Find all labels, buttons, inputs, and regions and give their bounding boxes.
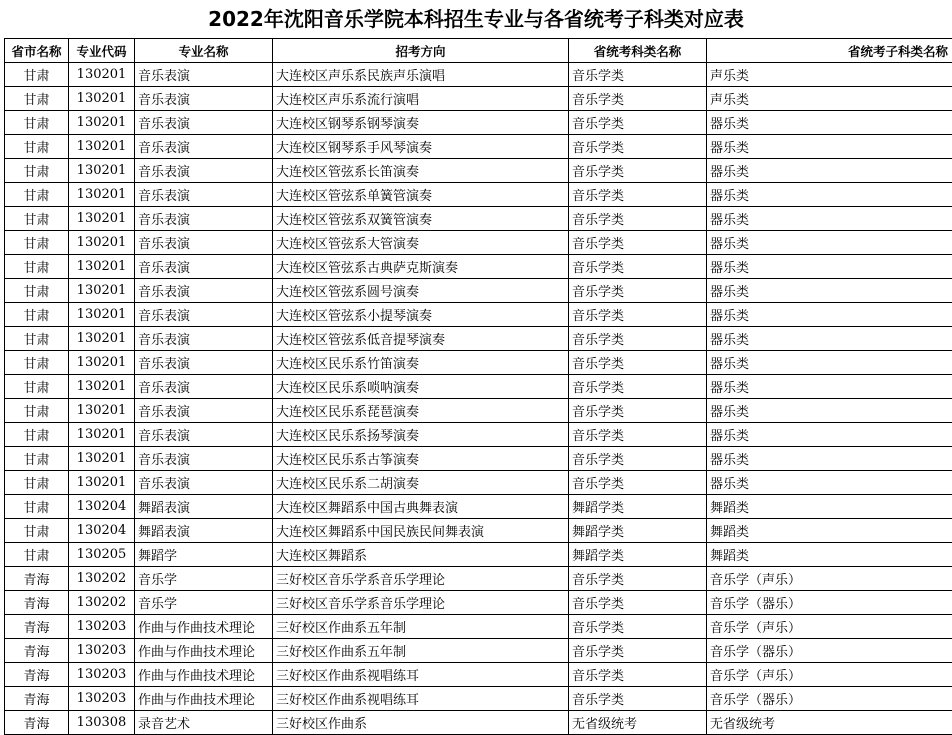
cell-major-code: 130201 [69, 351, 135, 375]
cell-subcategory: 音乐学（器乐） [707, 639, 952, 663]
table-row [5, 279, 952, 303]
cell-direction: 大连校区管弦系长笛演奏 [273, 159, 569, 183]
cell-direction: 大连校区声乐系民族声乐演唱 [273, 63, 569, 87]
cell-province: 甘肃 [5, 327, 69, 351]
cell-province: 甘肃 [5, 255, 69, 279]
table-row [5, 567, 952, 591]
table-row [5, 159, 952, 183]
cell-direction: 大连校区舞蹈系中国古典舞表演 [273, 495, 569, 519]
cell-major-code: 130201 [69, 231, 135, 255]
table-row [5, 87, 952, 111]
table-header-row [5, 39, 952, 63]
cell-major-name: 音乐表演 [135, 135, 273, 159]
cell-major-name: 音乐表演 [135, 207, 273, 231]
table-row [5, 207, 952, 231]
cell-subcategory: 器乐类 [707, 207, 952, 231]
page-title: 2022年沈阳音乐学院本科招生专业与各省统考子科类对应表 [208, 7, 744, 31]
cell-category: 音乐学类 [569, 279, 707, 303]
cell-major-code: 130203 [69, 663, 135, 687]
cell-major-name: 音乐表演 [135, 231, 273, 255]
table-row [5, 543, 952, 567]
cell-direction: 大连校区管弦系大管演奏 [273, 231, 569, 255]
cell-subcategory: 声乐类 [707, 87, 952, 111]
cell-category: 音乐学类 [569, 615, 707, 639]
header-subcategory: 省统考子科类名称 [707, 39, 952, 63]
cell-major-code: 130201 [69, 87, 135, 111]
cell-direction: 大连校区管弦系圆号演奏 [273, 279, 569, 303]
cell-category: 音乐学类 [569, 183, 707, 207]
cell-major-name: 作曲与作曲技术理论 [135, 663, 273, 687]
cell-subcategory: 器乐类 [707, 423, 952, 447]
cell-province: 青海 [5, 663, 69, 687]
cell-subcategory: 器乐类 [707, 375, 952, 399]
header-category: 省统考科类名称 [569, 39, 707, 63]
cell-province: 甘肃 [5, 135, 69, 159]
table-row [5, 135, 952, 159]
cell-major-name: 作曲与作曲技术理论 [135, 639, 273, 663]
cell-major-name: 音乐表演 [135, 327, 273, 351]
cell-province: 甘肃 [5, 495, 69, 519]
cell-direction: 大连校区民乐系扬琴演奏 [273, 423, 569, 447]
header-province: 省市名称 [5, 39, 69, 63]
table-row [5, 399, 952, 423]
cell-direction: 大连校区民乐系古筝演奏 [273, 447, 569, 471]
cell-subcategory: 舞蹈类 [707, 543, 952, 567]
cell-category: 音乐学类 [569, 471, 707, 495]
cell-direction: 大连校区管弦系小提琴演奏 [273, 303, 569, 327]
cell-direction: 大连校区管弦系低音提琴演奏 [273, 327, 569, 351]
cell-category: 音乐学类 [569, 135, 707, 159]
cell-major-code: 130201 [69, 135, 135, 159]
cell-category: 音乐学类 [569, 87, 707, 111]
cell-subcategory: 音乐学（声乐） [707, 663, 952, 687]
cell-major-code: 130201 [69, 327, 135, 351]
header-major-name: 专业名称 [135, 39, 273, 63]
cell-direction: 大连校区管弦系古典萨克斯演奏 [273, 255, 569, 279]
cell-major-name: 舞蹈学 [135, 543, 273, 567]
table-row [5, 687, 952, 711]
cell-major-name: 音乐表演 [135, 255, 273, 279]
cell-category: 音乐学类 [569, 63, 707, 87]
table-row [5, 423, 952, 447]
cell-major-name: 音乐表演 [135, 111, 273, 135]
cell-major-code: 130201 [69, 447, 135, 471]
cell-province: 甘肃 [5, 231, 69, 255]
cell-category: 音乐学类 [569, 327, 707, 351]
cell-major-name: 音乐表演 [135, 447, 273, 471]
cell-subcategory: 器乐类 [707, 183, 952, 207]
cell-province: 甘肃 [5, 519, 69, 543]
cell-subcategory: 器乐类 [707, 111, 952, 135]
cell-major-name: 音乐表演 [135, 471, 273, 495]
table-row [5, 495, 952, 519]
cell-direction: 大连校区舞蹈系中国民族民间舞表演 [273, 519, 569, 543]
cell-category: 舞蹈学类 [569, 519, 707, 543]
cell-major-name: 作曲与作曲技术理论 [135, 687, 273, 711]
cell-subcategory: 器乐类 [707, 447, 952, 471]
cell-category: 音乐学类 [569, 375, 707, 399]
cell-subcategory: 器乐类 [707, 351, 952, 375]
cell-subcategory: 器乐类 [707, 159, 952, 183]
table-row [5, 351, 952, 375]
cell-province: 青海 [5, 567, 69, 591]
cell-category: 音乐学类 [569, 639, 707, 663]
cell-province: 青海 [5, 711, 69, 735]
cell-subcategory: 舞蹈类 [707, 495, 952, 519]
cell-category: 音乐学类 [569, 447, 707, 471]
cell-direction: 三好校区作曲系 [273, 711, 569, 735]
cell-major-code: 130201 [69, 111, 135, 135]
header-major-code: 专业代码 [69, 39, 135, 63]
cell-major-code: 130203 [69, 615, 135, 639]
cell-major-code: 130201 [69, 423, 135, 447]
table-row [5, 231, 952, 255]
cell-province: 青海 [5, 639, 69, 663]
cell-major-code: 130201 [69, 303, 135, 327]
cell-category: 无省级统考 [569, 711, 707, 735]
cell-direction: 三好校区作曲系五年制 [273, 639, 569, 663]
table-row [5, 183, 952, 207]
table-row [5, 327, 952, 351]
cell-direction: 三好校区作曲系视唱练耳 [273, 663, 569, 687]
table-row [5, 591, 952, 615]
cell-major-code: 130201 [69, 279, 135, 303]
table-row [5, 519, 952, 543]
cell-major-name: 录音艺术 [135, 711, 273, 735]
cell-category: 音乐学类 [569, 111, 707, 135]
cell-subcategory: 器乐类 [707, 279, 952, 303]
cell-category: 音乐学类 [569, 255, 707, 279]
cell-subcategory: 音乐学（器乐） [707, 687, 952, 711]
cell-province: 甘肃 [5, 471, 69, 495]
cell-subcategory: 器乐类 [707, 399, 952, 423]
cell-direction: 大连校区钢琴系手风琴演奏 [273, 135, 569, 159]
cell-major-code: 130201 [69, 375, 135, 399]
cell-province: 甘肃 [5, 303, 69, 327]
cell-category: 音乐学类 [569, 663, 707, 687]
cell-subcategory: 器乐类 [707, 327, 952, 351]
cell-subcategory: 声乐类 [707, 63, 952, 87]
cell-subcategory: 器乐类 [707, 303, 952, 327]
cell-major-code: 130205 [69, 543, 135, 567]
table-row [5, 639, 952, 663]
cell-major-code: 130202 [69, 591, 135, 615]
cell-direction: 大连校区舞蹈系 [273, 543, 569, 567]
cell-major-name: 音乐表演 [135, 87, 273, 111]
cell-major-code: 130201 [69, 159, 135, 183]
cell-major-code: 130201 [69, 63, 135, 87]
cell-major-name: 舞蹈表演 [135, 519, 273, 543]
cell-direction: 大连校区管弦系单簧管演奏 [273, 183, 569, 207]
cell-category: 音乐学类 [569, 303, 707, 327]
cell-subcategory: 无省级统考 [707, 711, 952, 735]
cell-province: 甘肃 [5, 159, 69, 183]
cell-category: 音乐学类 [569, 351, 707, 375]
cell-major-name: 音乐表演 [135, 303, 273, 327]
cell-province: 青海 [5, 591, 69, 615]
cell-major-name: 音乐表演 [135, 183, 273, 207]
cell-province: 甘肃 [5, 207, 69, 231]
cell-province: 甘肃 [5, 111, 69, 135]
table-row [5, 663, 952, 687]
cell-major-code: 130202 [69, 567, 135, 591]
table-row [5, 303, 952, 327]
cell-direction: 大连校区民乐系二胡演奏 [273, 471, 569, 495]
cell-province: 青海 [5, 687, 69, 711]
cell-direction: 大连校区管弦系双簧管演奏 [273, 207, 569, 231]
cell-direction: 大连校区民乐系琵琶演奏 [273, 399, 569, 423]
cell-subcategory: 音乐学（器乐） [707, 591, 952, 615]
cell-direction: 三好校区音乐学系音乐学理论 [273, 567, 569, 591]
cell-major-code: 130204 [69, 519, 135, 543]
cell-subcategory: 音乐学（声乐） [707, 567, 952, 591]
table-row [5, 471, 952, 495]
cell-direction: 三好校区作曲系视唱练耳 [273, 687, 569, 711]
cell-major-name: 音乐表演 [135, 423, 273, 447]
cell-major-code: 130201 [69, 471, 135, 495]
cell-category: 音乐学类 [569, 231, 707, 255]
cell-province: 青海 [5, 615, 69, 639]
cell-subcategory: 音乐学（声乐） [707, 615, 952, 639]
cell-direction: 大连校区民乐系唢呐演奏 [273, 375, 569, 399]
table-row [5, 111, 952, 135]
cell-direction: 大连校区钢琴系钢琴演奏 [273, 111, 569, 135]
cell-province: 甘肃 [5, 63, 69, 87]
cell-direction: 大连校区声乐系流行演唱 [273, 87, 569, 111]
cell-province: 甘肃 [5, 375, 69, 399]
cell-subcategory: 舞蹈类 [707, 519, 952, 543]
cell-major-code: 130204 [69, 495, 135, 519]
cell-province: 甘肃 [5, 279, 69, 303]
cell-major-name: 音乐表演 [135, 399, 273, 423]
header-direction: 招考方向 [273, 39, 569, 63]
cell-major-name: 音乐表演 [135, 375, 273, 399]
cell-major-code: 130201 [69, 183, 135, 207]
cell-major-code: 130203 [69, 639, 135, 663]
cell-province: 甘肃 [5, 87, 69, 111]
cell-category: 音乐学类 [569, 399, 707, 423]
table-body [5, 63, 952, 735]
cell-subcategory: 器乐类 [707, 135, 952, 159]
cell-major-name: 音乐表演 [135, 351, 273, 375]
cell-major-name: 音乐学 [135, 591, 273, 615]
cell-major-code: 130201 [69, 399, 135, 423]
cell-major-name: 音乐表演 [135, 159, 273, 183]
cell-category: 音乐学类 [569, 207, 707, 231]
cell-direction: 三好校区音乐学系音乐学理论 [273, 591, 569, 615]
table-row [5, 615, 952, 639]
cell-major-name: 音乐学 [135, 567, 273, 591]
cell-major-code: 130203 [69, 687, 135, 711]
table-row [5, 255, 952, 279]
cell-major-name: 音乐表演 [135, 279, 273, 303]
cell-province: 甘肃 [5, 399, 69, 423]
cell-province: 甘肃 [5, 423, 69, 447]
table-row [5, 375, 952, 399]
table-row [5, 711, 952, 735]
cell-category: 音乐学类 [569, 159, 707, 183]
cell-category: 音乐学类 [569, 567, 707, 591]
cell-subcategory: 器乐类 [707, 471, 952, 495]
table-row [5, 63, 952, 87]
cell-major-code: 130201 [69, 255, 135, 279]
cell-province: 甘肃 [5, 351, 69, 375]
cell-major-code: 130201 [69, 207, 135, 231]
cell-major-name: 作曲与作曲技术理论 [135, 615, 273, 639]
cell-category: 舞蹈学类 [569, 543, 707, 567]
cell-direction: 大连校区民乐系竹笛演奏 [273, 351, 569, 375]
cell-province: 甘肃 [5, 543, 69, 567]
cell-category: 音乐学类 [569, 591, 707, 615]
cell-major-code: 130308 [69, 711, 135, 735]
cell-subcategory: 器乐类 [707, 231, 952, 255]
cell-province: 甘肃 [5, 183, 69, 207]
cell-major-name: 音乐表演 [135, 63, 273, 87]
table-row [5, 447, 952, 471]
admissions-table [4, 38, 952, 735]
cell-subcategory: 器乐类 [707, 255, 952, 279]
cell-province: 甘肃 [5, 447, 69, 471]
cell-major-name: 舞蹈表演 [135, 495, 273, 519]
cell-direction: 三好校区作曲系五年制 [273, 615, 569, 639]
cell-category: 音乐学类 [569, 423, 707, 447]
cell-category: 舞蹈学类 [569, 495, 707, 519]
cell-category: 音乐学类 [569, 687, 707, 711]
